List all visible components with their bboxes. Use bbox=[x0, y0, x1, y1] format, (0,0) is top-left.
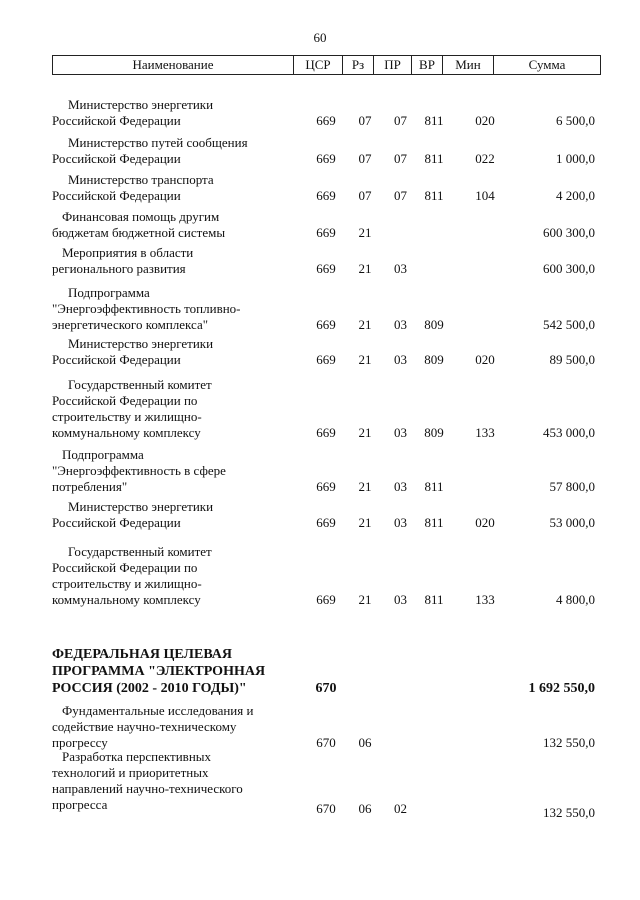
header-pr: ПР bbox=[374, 56, 412, 75]
row-vr: 811 bbox=[424, 113, 444, 128]
row-pr: 03 bbox=[394, 515, 407, 530]
row-vr: 809 bbox=[424, 317, 444, 332]
row-sum: 542 500,0 bbox=[543, 317, 595, 332]
row-sum: 4 200,0 bbox=[556, 188, 595, 203]
row-sum: 132 550,0 bbox=[543, 735, 595, 750]
row-min: 104 bbox=[475, 188, 495, 203]
row-min: 020 bbox=[475, 352, 495, 367]
row-vr: 811 bbox=[424, 188, 444, 203]
row-pr: 02 bbox=[394, 801, 407, 816]
header-csr: ЦСР bbox=[294, 56, 343, 75]
table-row bbox=[52, 749, 595, 820]
row-csr: 669 bbox=[316, 261, 336, 276]
row-rz: 07 bbox=[358, 188, 372, 203]
row-csr: 669 bbox=[316, 225, 336, 240]
row-rz: 21 bbox=[358, 425, 372, 440]
row-name: Подпрограмма "Энергоэффективность топливно- энергетического комплекса" bbox=[52, 285, 241, 332]
table-row bbox=[52, 334, 595, 368]
row-csr: 669 bbox=[316, 479, 336, 494]
row-min: 020 bbox=[475, 113, 495, 128]
row-sum: 453 000,0 bbox=[543, 425, 595, 440]
row-pr: 03 bbox=[394, 261, 407, 276]
row-sum: 6 500,0 bbox=[556, 113, 595, 128]
row-sum: 53 000,0 bbox=[549, 515, 595, 530]
row-sum: 1 692 550,0 bbox=[528, 681, 595, 696]
row-csr: 670 bbox=[316, 735, 336, 750]
row-rz: 07 bbox=[358, 113, 372, 128]
row-rz: 07 bbox=[358, 151, 372, 166]
row-min: 022 bbox=[475, 151, 495, 166]
row-name: Государственный комитет Российской Федерации по строительству и жилищно- коммунальному комплексу bbox=[52, 544, 212, 607]
row-csr: 669 bbox=[316, 317, 336, 332]
table-row bbox=[52, 497, 595, 531]
row-sum: 89 500,0 bbox=[549, 352, 595, 367]
row-csr: 670 bbox=[315, 681, 337, 696]
row-name: Государственный комитет Российской Федерации по строительству и жилищно- коммунальному комплексу bbox=[52, 377, 212, 440]
row-csr: 670 bbox=[316, 801, 336, 816]
row-pr: 03 bbox=[394, 479, 407, 494]
table-row-program bbox=[52, 643, 595, 697]
row-name: Министерство транспорта Российской Федерации bbox=[52, 172, 214, 203]
table-row bbox=[52, 701, 595, 751]
row-pr: 03 bbox=[394, 352, 407, 367]
row-rz: 21 bbox=[358, 317, 372, 332]
row-csr: 669 bbox=[316, 515, 336, 530]
row-min: 133 bbox=[475, 425, 495, 440]
row-name: Министерство энергетики Российской Федерации bbox=[52, 499, 214, 530]
row-pr: 07 bbox=[394, 113, 407, 128]
row-rz: 06 bbox=[358, 735, 372, 750]
row-vr: 809 bbox=[424, 352, 444, 367]
row-sum: 600 300,0 bbox=[543, 261, 595, 276]
row-sum: 4 800,0 bbox=[556, 592, 595, 607]
table-row bbox=[52, 538, 595, 608]
table-row bbox=[52, 443, 595, 495]
row-csr: 669 bbox=[316, 425, 336, 440]
row-pr: 07 bbox=[394, 188, 407, 203]
row-sum: 1 000,0 bbox=[556, 151, 595, 166]
page-number: 60 bbox=[313, 30, 327, 45]
row-min: 020 bbox=[475, 515, 495, 530]
row-name: Министерство путей сообщения Российской Федерации bbox=[52, 135, 248, 166]
table-row bbox=[52, 373, 595, 441]
row-csr: 669 bbox=[316, 113, 336, 128]
header-min: Мин bbox=[443, 56, 494, 75]
header-rz: Рз bbox=[343, 56, 374, 75]
row-name: ФЕДЕРАЛЬНАЯ ЦЕЛЕВАЯ ПРОГРАММА "ЭЛЕКТРОННАЯ РОССИЯ (2002 - 2010 ГОДЫ)" bbox=[52, 647, 266, 696]
row-min: 133 bbox=[475, 592, 495, 607]
row-name: Министерство энергетики Российской Федерации bbox=[52, 97, 214, 128]
row-name: Подпрограмма "Энергоэффективность в сфере потребления" bbox=[52, 447, 226, 494]
row-rz: 21 bbox=[358, 261, 372, 276]
row-name: Фундаментальные исследования и содействие научно-техническому прогрессу bbox=[52, 703, 254, 750]
table-row bbox=[52, 243, 595, 277]
row-sum: 132 550,0 bbox=[543, 805, 595, 820]
row-vr: 811 bbox=[424, 479, 444, 494]
row-pr: 03 bbox=[394, 317, 407, 332]
row-rz: 21 bbox=[358, 352, 372, 367]
row-pr: 03 bbox=[394, 425, 407, 440]
row-rz: 21 bbox=[358, 592, 372, 607]
row-csr: 669 bbox=[316, 188, 336, 203]
row-pr: 03 bbox=[394, 592, 407, 607]
row-name: Мероприятия в области регионального развития bbox=[52, 245, 194, 276]
row-sum: 600 300,0 bbox=[543, 225, 595, 240]
row-name: Министерство энергетики Российской Федерации bbox=[52, 336, 214, 367]
row-csr: 669 bbox=[316, 592, 336, 607]
row-rz: 21 bbox=[358, 515, 372, 530]
table-row bbox=[52, 283, 595, 333]
row-rz: 21 bbox=[358, 225, 372, 240]
row-rz: 06 bbox=[358, 801, 372, 816]
header-name: Наименование bbox=[53, 56, 294, 75]
header-vr: ВР bbox=[412, 56, 443, 75]
table-row bbox=[52, 170, 595, 204]
table-row bbox=[52, 133, 595, 167]
table-row bbox=[52, 207, 595, 241]
row-sum: 57 800,0 bbox=[549, 479, 595, 494]
row-vr: 811 bbox=[424, 592, 444, 607]
row-name: Финансовая помощь другим бюджетам бюджетной системы bbox=[52, 209, 226, 240]
row-name: Разработка перспективных технологий и приоритетных направлений научно-технического прогресса bbox=[52, 749, 243, 812]
row-csr: 669 bbox=[316, 352, 336, 367]
row-vr: 811 bbox=[424, 151, 444, 166]
row-vr: 809 bbox=[424, 425, 444, 440]
table-row bbox=[52, 95, 595, 129]
header-sum: Сумма bbox=[494, 56, 601, 75]
row-vr: 811 bbox=[424, 515, 444, 530]
row-rz: 21 bbox=[358, 479, 372, 494]
row-csr: 669 bbox=[316, 151, 336, 166]
row-pr: 07 bbox=[394, 151, 407, 166]
